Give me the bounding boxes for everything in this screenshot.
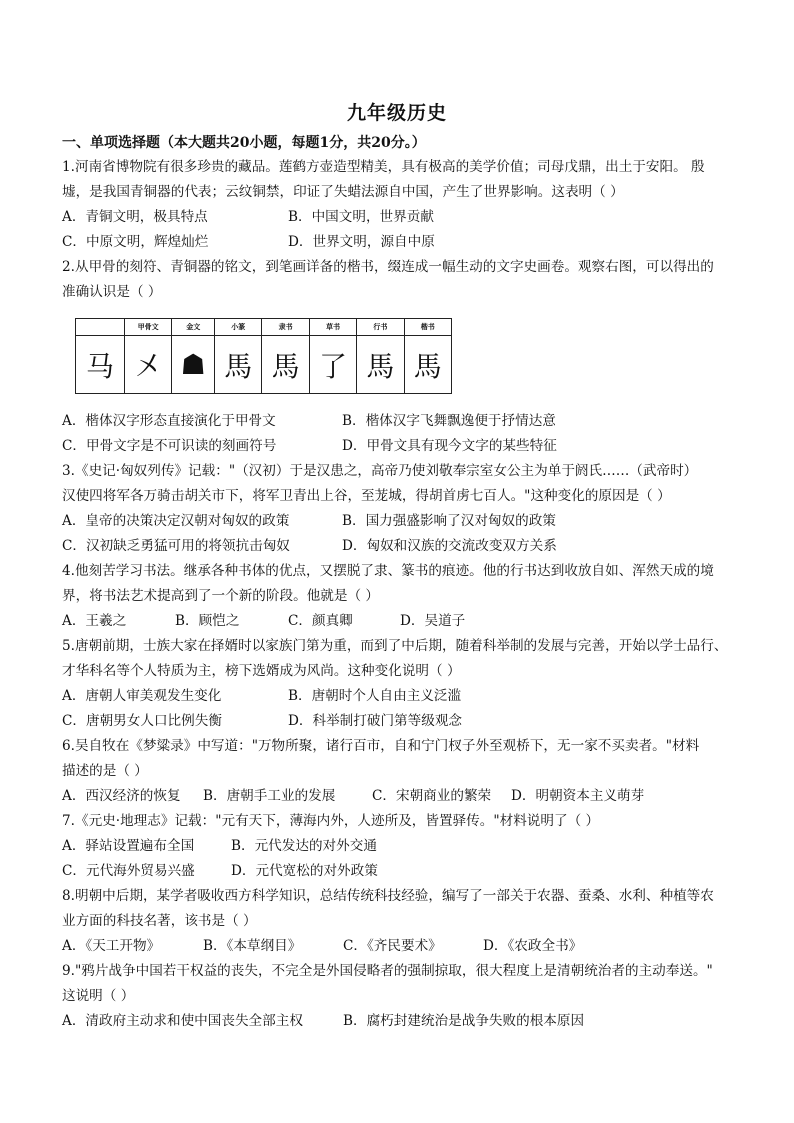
- question-3-option-a: A．皇帝的决策决定汉朝对匈奴的政策: [62, 513, 290, 529]
- question-1-option-d: D．世界文明，源自中原: [288, 234, 435, 250]
- table-glyph-cell: 馬: [215, 336, 262, 394]
- question-9-option-a: A．清政府主动求和使中国丧失全部主权: [62, 1013, 303, 1029]
- question-7-option-b: B．元代发达的对外交通: [231, 838, 377, 854]
- question-7-stem: 7.《元史·地理志》记载："元有天下，薄海内外，人迹所及，皆置驿传。"材料说明了（ ）: [62, 813, 600, 829]
- section-heading: 一、单项选择题（本大题共20小题，每题1分，共20分。）: [62, 135, 426, 151]
- question-8-option-a: A．《天工开物》: [62, 938, 161, 954]
- question-8-stem-cont: 业方面的科技名著，该书是（ ）: [62, 913, 257, 929]
- question-3-option-d: D．匈奴和汉族的交流改变双方关系: [342, 538, 557, 554]
- question-1-option-c: C．中原文明，辉煌灿烂: [62, 234, 209, 250]
- question-1-stem: 1.河南省博物院有很多珍贵的藏品。莲鹤方壶造型精美，具有极高的美学价值；司母戊鼎，出土于安阳。 殷: [62, 159, 705, 175]
- question-5-stem-cont: 才华科名等个人特质为主，榜下选婿成为风尚。这种变化说明（ ）: [62, 663, 461, 679]
- question-4-option-a: A．王羲之: [62, 613, 127, 629]
- question-5-option-d: D．科举制打破门第等级观念: [288, 713, 463, 729]
- table-glyph-cell: 㐅: [125, 336, 172, 394]
- question-5-option-b: B．唐朝时个人自由主义泛滥: [288, 688, 462, 704]
- question-6-option-c: C．宋朝商业的繁荣: [372, 788, 492, 804]
- question-1-stem-cont: 墟，是我国青铜器的代表；云纹铜禁，印证了失蜡法源自中国，产生了世界影响。这表明（ ）: [62, 184, 624, 200]
- question-4-option-c: C．颜真卿: [288, 613, 353, 629]
- question-9-stem-cont: 这说明（ ）: [62, 988, 135, 1004]
- table-glyph-cell: ☗: [172, 336, 215, 394]
- question-7-option-a: A．驿站设置遍布全国: [62, 838, 195, 854]
- table-glyph-cell: 馬: [357, 336, 404, 394]
- question-4-stem: 4.他刻苦学习书法。继承各种书体的优点，又摆脱了隶、篆书的痕迹。他的行书达到收放自如、浑然天成的境: [62, 563, 714, 579]
- question-7-option-c: C．元代海外贸易兴盛: [62, 863, 195, 879]
- question-4-option-d: D．吴道子: [400, 613, 466, 629]
- question-6-option-a: A．西汉经济的恢复: [62, 788, 181, 804]
- question-1-option-b: B．中国文明，世界贡献: [288, 209, 434, 225]
- script-evolution-table: [75, 318, 452, 394]
- table-glyph-cell: 马: [76, 336, 125, 394]
- table-header-cell: 楷书: [404, 319, 451, 336]
- table-glyph-cell: 馬: [262, 336, 309, 394]
- question-6-option-b: B．唐朝手工业的发展: [203, 788, 336, 804]
- table-header-cell: 草书: [309, 319, 356, 336]
- question-8-option-c: C．《齐民要术》: [343, 938, 442, 954]
- question-9-stem: 9."鸦片战争中国若干权益的丧失，不完全是外国侵略者的强制掠取，很大程度上是清朝统治者的主动奉送。": [62, 963, 713, 979]
- question-2-option-d: D．甲骨文具有现今文字的某些特征: [342, 438, 557, 454]
- table-header-cell: 金文: [172, 319, 215, 336]
- question-3-stem: 3.《史记·匈奴列传》记载："（汉初）于是汉患之，高帝乃使刘敬奉宗室女公主为单于阏氏……（武帝时）: [62, 463, 698, 479]
- question-3-option-c: C．汉初缺乏勇猛可用的将领抗击匈奴: [62, 538, 290, 554]
- table-header-cell: 行书: [357, 319, 404, 336]
- question-6-stem: 6.吴自牧在《梦粱录》中写道："万物所聚，诸行百市，自和宁门杈子外至观桥下，无一家不买卖者。"材料: [62, 738, 700, 754]
- question-8-option-d: D．《农政全书》: [483, 938, 583, 954]
- question-2-option-b: B．楷体汉字飞舞飘逸便于抒情达意: [342, 413, 556, 429]
- question-2-stem-cont: 准确认识是（ ）: [62, 284, 162, 300]
- question-2-option-a: A．楷体汉字形态直接演化于甲骨文: [62, 413, 276, 429]
- table-header-cell: [76, 319, 125, 336]
- question-4-stem-cont: 界，将书法艺术提高到了一个新的阶段。他就是（ ）: [62, 588, 379, 604]
- question-5-stem: 5.唐朝前期，士族大家在择婿时以家族门第为重，而到了中后期，随着科举制的发展与完善，开始以学士品行、: [62, 638, 728, 654]
- table-glyph-cell: 馬: [404, 336, 451, 394]
- question-7-option-d: D．元代宽松的对外政策: [231, 863, 378, 879]
- question-5-option-a: A．唐朝人审美观发生变化: [62, 688, 222, 704]
- question-8-stem: 8.明朝中后期，某学者吸收西方科学知识，总结传统科技经验，编写了一部关于农器、蚕桑、水利、种植等农: [62, 888, 714, 904]
- question-9-option-b: B．腐朽封建统治是战争失败的根本原因: [343, 1013, 585, 1029]
- question-2-stem: 2.从甲骨的刻符、青铜器的铭文，到笔画详备的楷书，缀连成一幅生动的文字史画卷。观察右图，可以得出的: [62, 259, 714, 275]
- question-6-option-d: D．明朝资本主义萌芽: [511, 788, 645, 804]
- table-glyph-cell: 了: [309, 336, 356, 394]
- question-4-option-b: B．顾恺之: [175, 613, 240, 629]
- table-header-cell: 隶书: [262, 319, 309, 336]
- table-header-cell: 小篆: [215, 319, 262, 336]
- exam-title: 九年级历史: [346, 102, 447, 124]
- question-3-option-b: B．国力强盛影响了汉对匈奴的政策: [342, 513, 556, 529]
- question-3-stem-cont: 汉使四将军各万骑击胡关市下，将军卫青出上谷，至茏城，得胡首虏七百人。"这种变化的原因是（ ）: [62, 488, 671, 504]
- question-6-stem-cont: 描述的是（ ）: [62, 763, 148, 779]
- question-2-option-c: C．甲骨文字是不可识读的刻画符号: [62, 438, 277, 454]
- table-header-cell: 甲骨文: [125, 319, 172, 336]
- question-8-option-b: B．《本草纲目》: [203, 938, 302, 954]
- question-1-option-a: A．青铜文明，极具特点: [62, 209, 208, 225]
- question-5-option-c: C．唐朝男女人口比例失衡: [62, 713, 222, 729]
